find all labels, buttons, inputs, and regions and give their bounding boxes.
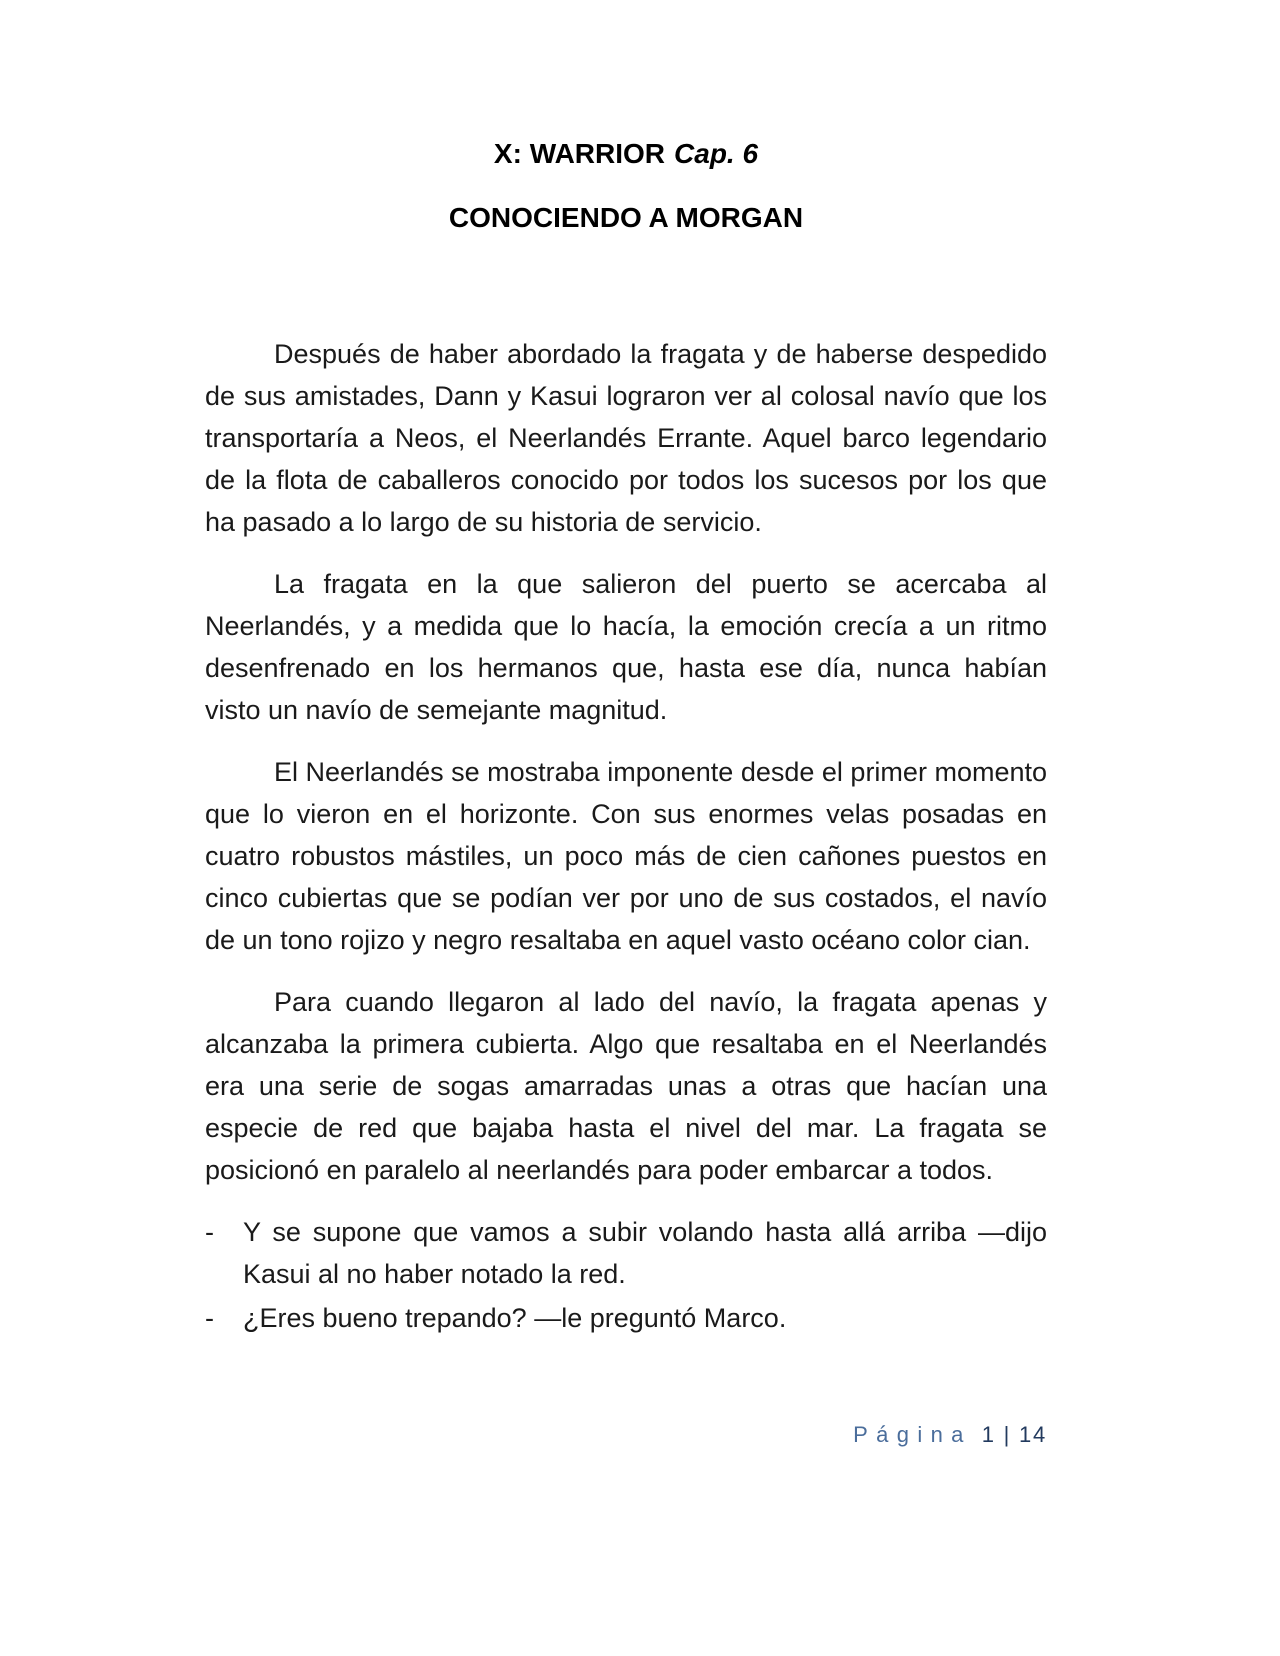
footer-page-number: 1 | 14 [981,1422,1047,1447]
list-item [205,1211,1047,1295]
dialogue-list [205,1211,1047,1339]
paragraph: Para cuando llegaron al lado del navío, la fragata apenas y alcanzaba la primera cubierta. Algo que resaltaba en el Neerlandés era una serie de sogas amarradas unas a otras que hacían una especie de red que bajaba hasta el nivel del mar. La fragata se posicionó en paralelo al neerlandés para poder embarcar a todos. [205,986,1047,1185]
page-footer [853,1422,1047,1448]
footer-page-label: Página [853,1422,972,1447]
dash-bullet: - [205,1302,214,1333]
dash-bullet: - [205,1216,214,1247]
paragraph: Después de haber abordado la fragata y de haberse despedido de sus amistades, Dann y Kasui lograron ver al colosal navío que los transportaría a Neos, el Neerlandés Errante. Aquel barco legendario de la flota de caballeros conocido por todos los sucesos por los que ha pasado a lo largo de su historia de servicio. [205,338,1047,537]
chapter-title-main: X: WARRIOR [493,138,666,169]
paragraph: La fragata en la que salieron del puerto se acercaba al Neerlandés, y a medida que lo hacía, la emoción crecía a un ritmo desenfrenado en los hermanos que, hasta ese día, nunca habían visto un navío de semejante magnitud. [205,568,1047,725]
list-item [205,1297,1047,1339]
list-item-text: Y se supone que vamos a subir volando hasta allá arriba —dijo Kasui al no haber notado la red. [243,1216,1047,1289]
list-item-text: ¿Eres bueno trepando? —le preguntó Marco. [243,1302,787,1333]
chapter-title-number: Cap. 6 [674,138,759,169]
chapter-subtitle: CONOCIENDO A MORGAN [448,202,804,234]
document-content [205,136,1047,1341]
chapter-title [205,136,1047,172]
paragraph: El Neerlandés se mostraba imponente desde el primer momento que lo vieron en el horizonte. Con sus enormes velas posadas en cuatro robustos mástiles, un poco más de cien cañones puestos en cinco cubiertas que se podían ver por uno de sus costados, el navío de un tono rojizo y negro resaltaba en aquel vasto océano color cian. [205,756,1047,955]
